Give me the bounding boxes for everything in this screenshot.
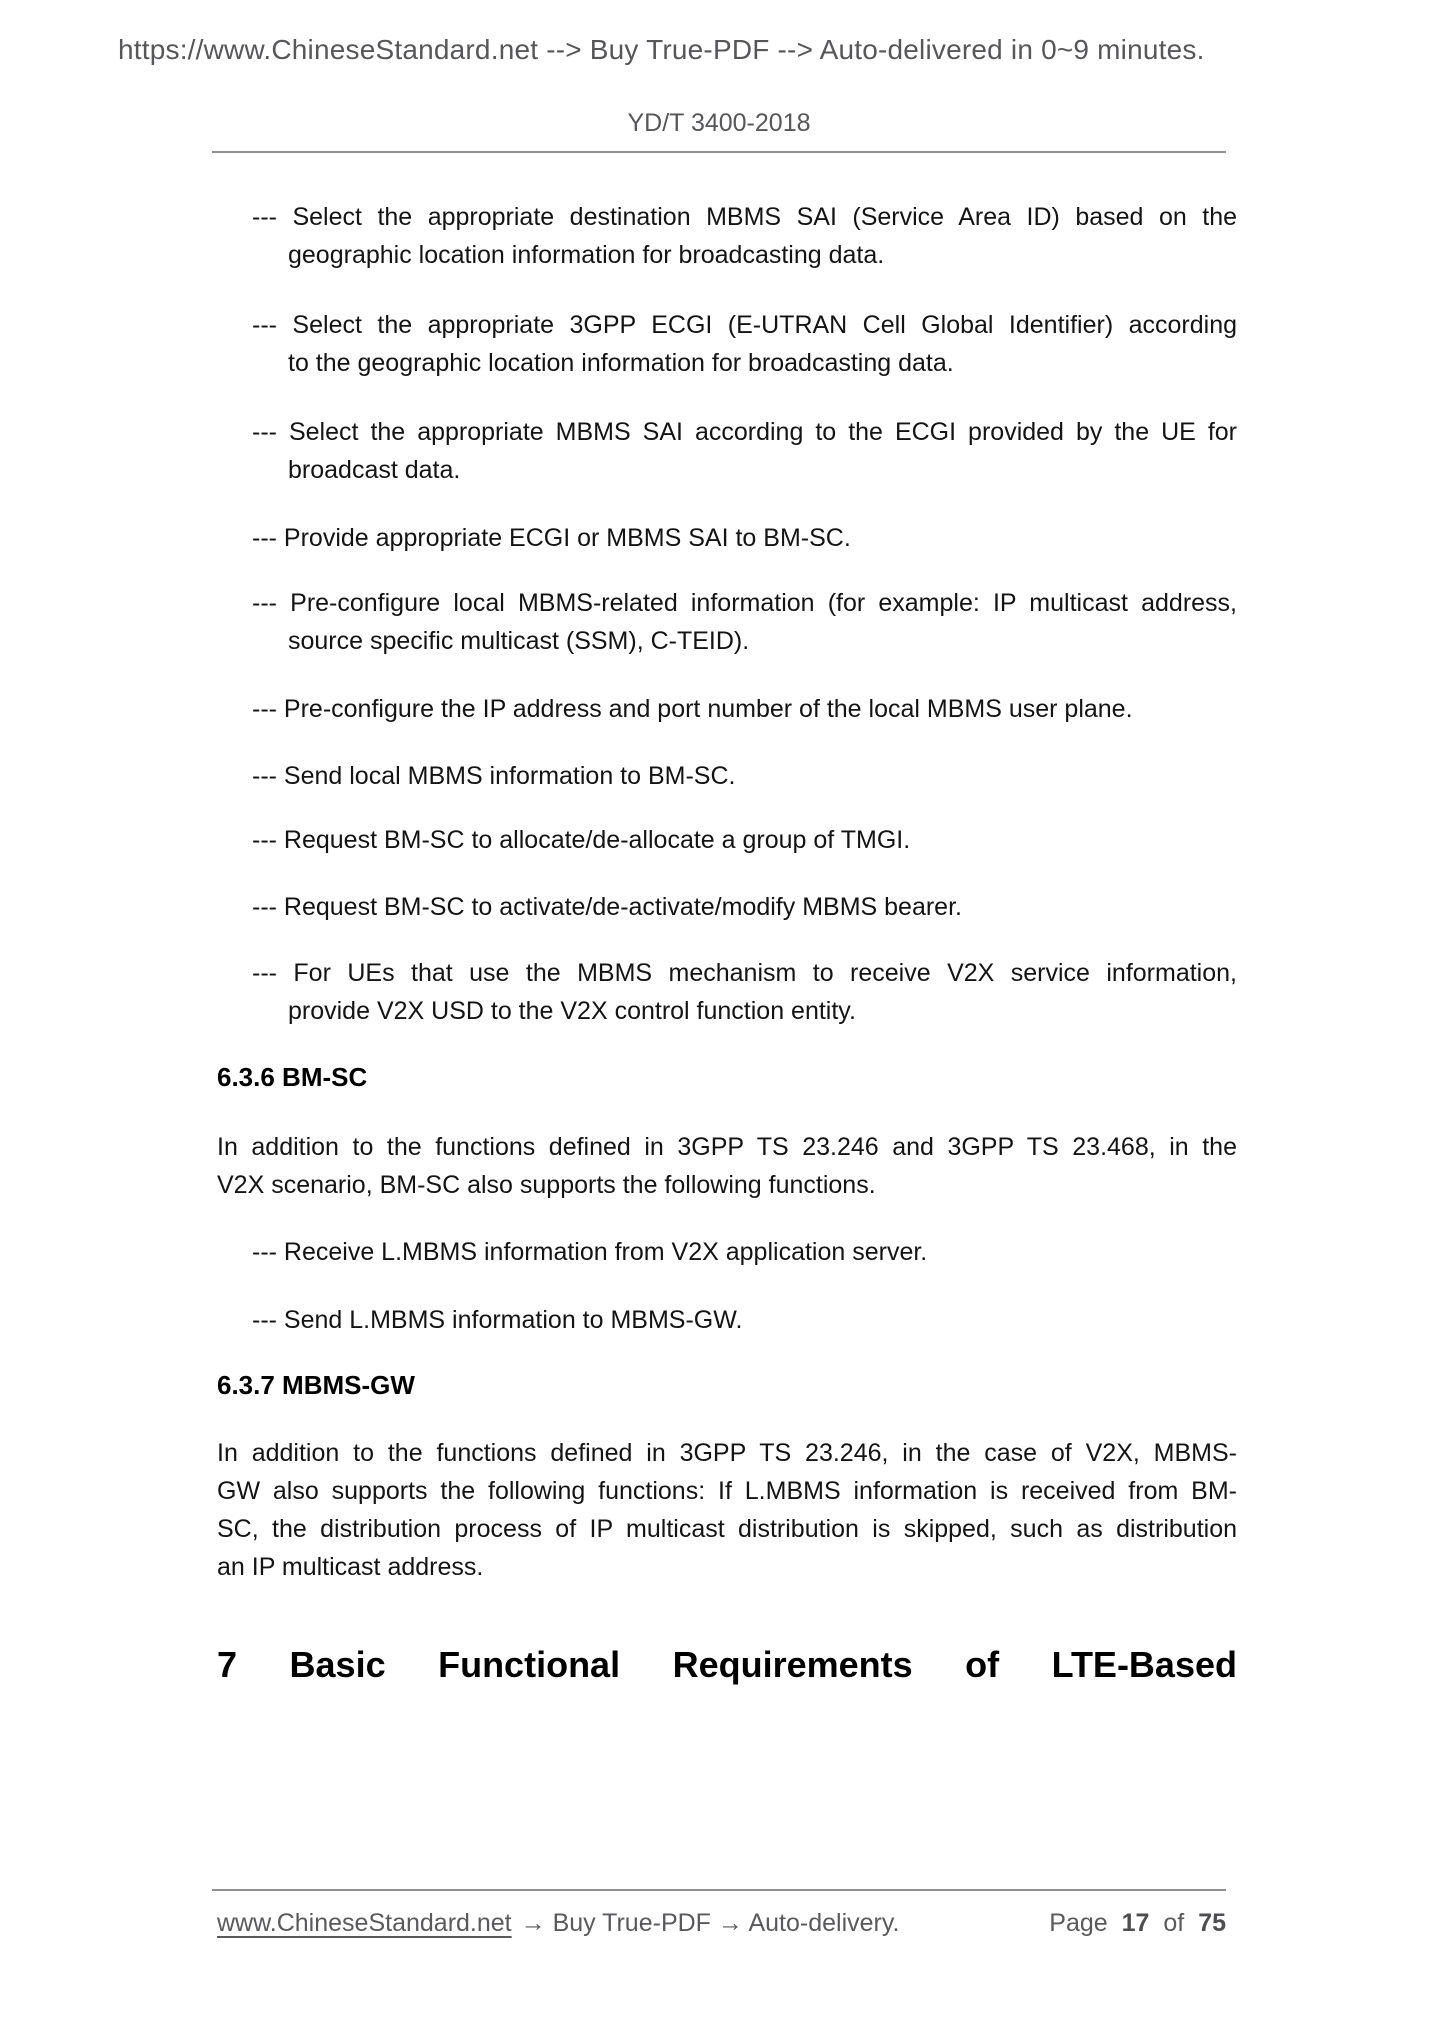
chapter-heading-7: 7 Basic Functional Requirements of LTE-Based: [217, 1644, 1237, 1685]
page-footer: [217, 1907, 1226, 1939]
bullet-line: --- Select the appropriate destination MBMS SAI (Service Area ID) based on the: [252, 203, 1237, 231]
paragraph-line: In addition to the functions defined in 3GPP TS 23.246 and 3GPP TS 23.468, in the: [217, 1133, 1237, 1161]
document-code: YD/T 3400-2018: [627, 109, 811, 137]
document-body: [217, 152, 1237, 1689]
bullet-item: [217, 821, 1237, 859]
bullet-item: [217, 954, 1237, 1030]
bullet-line: --- Select the appropriate MBMS SAI according to the ECGI provided by the UE for: [252, 418, 1237, 446]
bullet-item: [217, 888, 1237, 926]
bullet-line: --- Send L.MBMS information to MBMS-GW.: [252, 1306, 743, 1334]
paragraph-line: SC, the distribution process of IP multicast distribution is skipped, such as distribution: [217, 1515, 1237, 1543]
bullet-line: --- Pre-configure the IP address and port number of the local MBMS user plane.: [252, 695, 1133, 723]
bullet-line: --- Select the appropriate 3GPP ECGI (E-UTRAN Cell Global Identifier) according: [252, 311, 1237, 339]
bullet-line: geographic location information for broadcasting data.: [288, 241, 885, 269]
bullet-line: --- Send local MBMS information to BM-SC.: [252, 762, 736, 790]
footer-divider: [212, 1889, 1226, 1891]
paragraph-line: GW also supports the following functions: If L.MBMS information is received from BM-: [217, 1477, 1237, 1505]
footer-website-link[interactable]: www.ChineseStandard.net: [217, 1909, 512, 1937]
bullet-item: [217, 1301, 1237, 1339]
page-current: 17: [1121, 1909, 1150, 1937]
bullet-item: [217, 519, 1237, 557]
paragraph: [217, 1128, 1237, 1204]
paragraph-line: V2X scenario, BM-SC also supports the following functions.: [217, 1171, 876, 1199]
footer-left-text: [217, 1907, 899, 1939]
bullet-item: [217, 306, 1237, 382]
bullet-line: --- Pre-configure local MBMS-related information (for example: IP multicast address,: [252, 589, 1237, 617]
section-heading-6-3-6: 6.3.6 BM-SC: [217, 1062, 368, 1092]
bullet-line: provide V2X USD to the V2X control function entity.: [288, 997, 856, 1025]
bullet-line: --- Request BM-SC to allocate/de-allocate a group of TMGI.: [252, 826, 911, 854]
page-number-indicator: [1049, 1907, 1226, 1939]
bullet-item: [217, 690, 1237, 728]
bullet-line: to the geographic location information for broadcasting data.: [288, 349, 954, 377]
paragraph-line: In addition to the functions defined in 3GPP TS 23.246, in the case of V2X, MBMS-: [217, 1439, 1237, 1467]
bullet-line: --- For UEs that use the MBMS mechanism to receive V2X service information,: [252, 959, 1237, 987]
bullet-item: [217, 584, 1237, 660]
paragraph-line: an IP multicast address.: [217, 1553, 484, 1581]
section-heading-6-3-7: 6.3.7 MBMS-GW: [217, 1370, 415, 1400]
bullet-item: [217, 198, 1237, 274]
bullet-item: [217, 413, 1237, 489]
page-header-url: https://www.ChineseStandard.net --> Buy True-PDF --> Auto-delivered in 0~9 minutes.: [118, 34, 1205, 65]
of-label: of: [1163, 1909, 1185, 1937]
bullet-line: source specific multicast (SSM), C-TEID).: [288, 627, 750, 655]
page-total: 75: [1198, 1909, 1226, 1937]
bullet-line: --- Receive L.MBMS information from V2X application server.: [252, 1238, 928, 1266]
bullet-line: --- Request BM-SC to activate/de-activate/modify MBMS bearer.: [252, 893, 962, 921]
bullet-line: --- Provide appropriate ECGI or MBMS SAI to BM-SC.: [252, 524, 851, 552]
bullet-item: [217, 1233, 1237, 1271]
bullet-line: broadcast data.: [288, 456, 461, 484]
bullet-item: [217, 757, 1237, 795]
page-label: Page: [1049, 1909, 1108, 1937]
footer-delivery-text: → Buy True-PDF → Auto-delivery.: [520, 1909, 900, 1937]
paragraph: [217, 1434, 1237, 1586]
